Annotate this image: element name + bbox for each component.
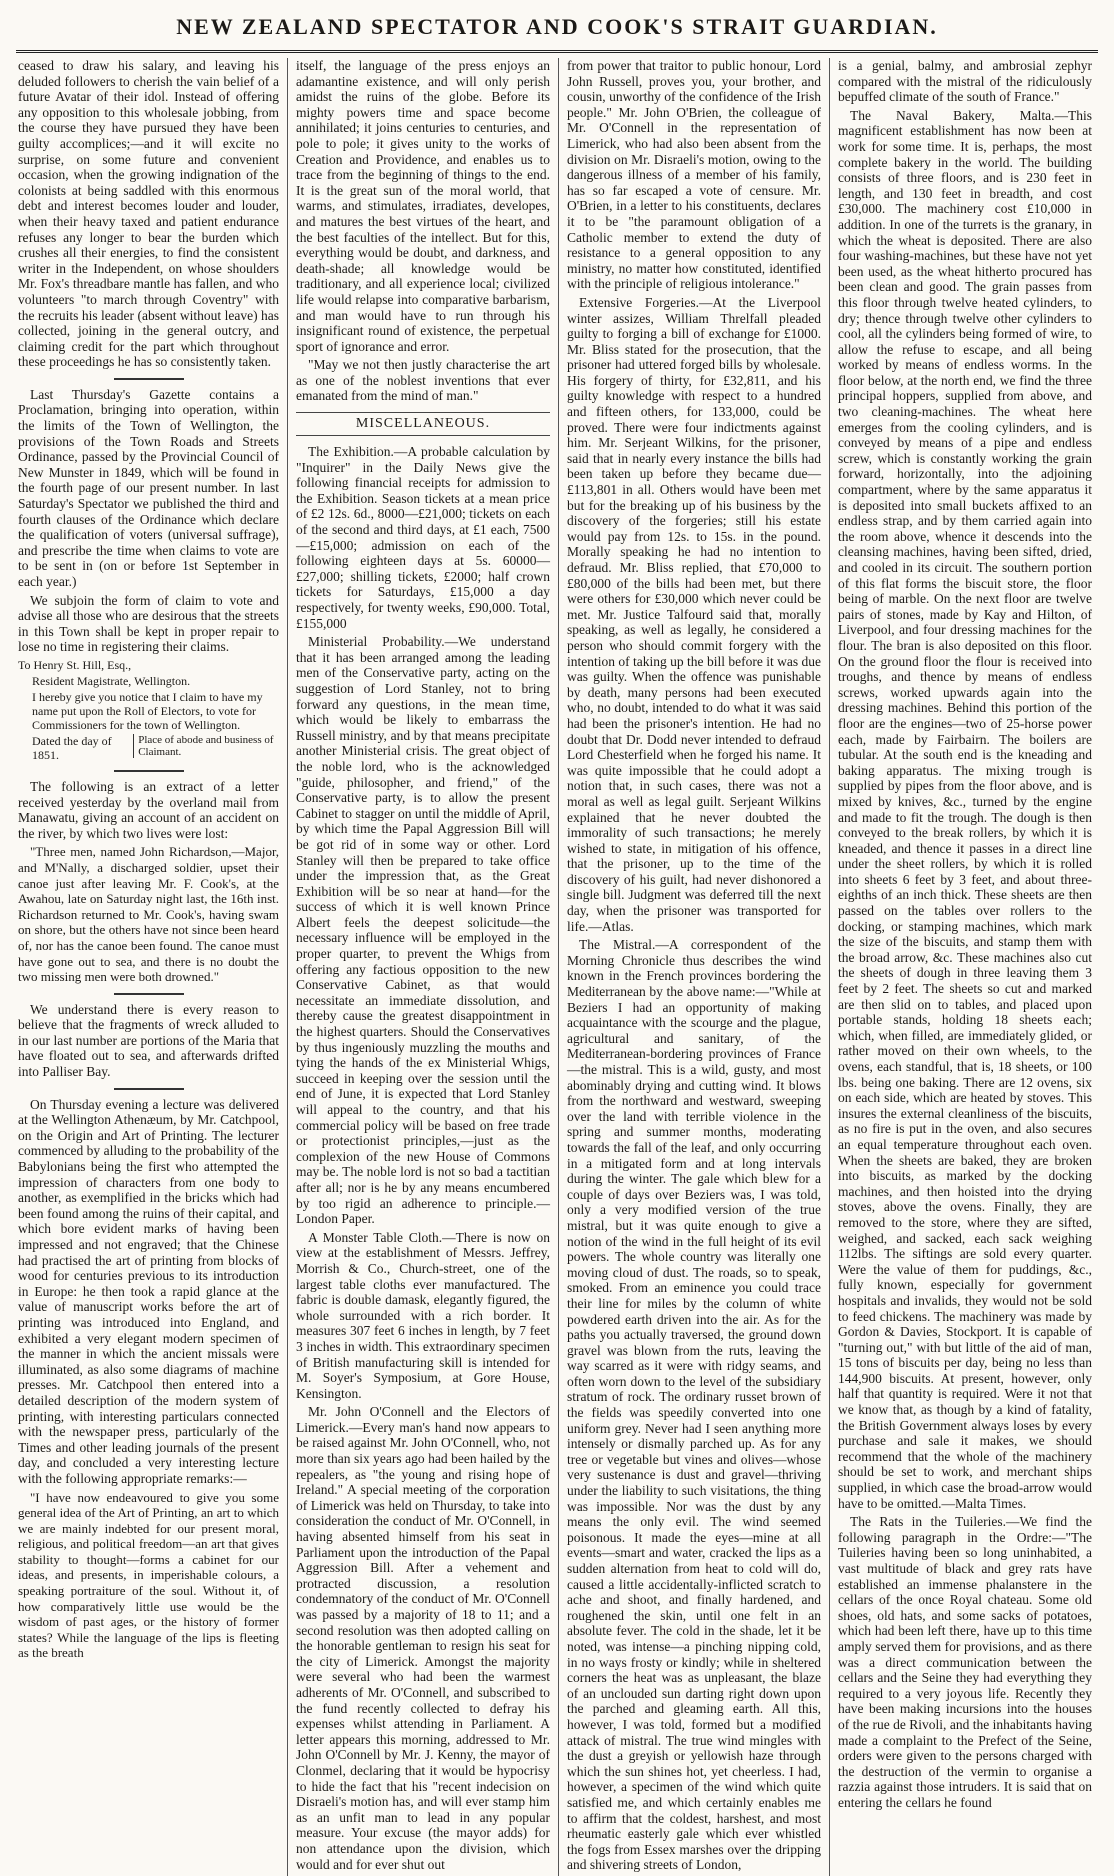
- form-body: I hereby give you notice that I claim to have my name put upon the Roll of Electors, to vote for Commissioners for the town of Wellington.: [32, 689, 263, 732]
- article-mistral-continued: is a genial, balmy, and ambrosial zephyr compared with the mistral of the ridiculously bepuffed climate of the south of France.": [838, 58, 1092, 105]
- article-rats: The Rats in the Tuileries.—We find the following paragraph in the Ordre:—"The Tuileries having been so long uninhabited, a vast multitude of black and grey rats have established an immense phalanstere in the cellars of the once Royal chateau. Some old shoes, old hats, and some sacks of potatoes, which had been left there, have up to this time amply served them for provisions, and as there was a direct communication between the cellars and the Seine they had everything they required to a very joyous life. Recently they have been making incursions into the houses of the rue de Rivoli, and the inhabitants having made a complaint to the Prefect of the Seine, orders were given to the persons charged with the destruction of the vermin to organise a razzia against those intruders. It is said that on entering the cellars he found: [838, 1514, 1092, 1810]
- article-lecture-closing: "May we not then justly characterise the art as one of the noblest inventions that ever emanated from the mind of man.": [296, 357, 550, 404]
- column-2: [287, 58, 558, 1876]
- column-1: [16, 58, 287, 1876]
- divider: [114, 1088, 184, 1090]
- section-heading: MISCELLANEOUS.: [296, 412, 550, 436]
- claim-form: [18, 658, 279, 762]
- article-forgeries: Extensive Forgeries.—At the Liverpool winter assizes, William Threlfall pleaded guilty to forging a bill of exchange for £1000. Mr. Bliss stated for the prosecution, that the prisoner had uttered forged bills by wholesale. His forgery of thirty, for £32,811, and his guilty knowledge with respect to a hundred and fifteen others, for 133,000, could be proved. There were four indictments against him. Mr. Serjeant Wilkins, for the prisoner, said that in nearly every instance the bills had been taken up before they became due—£113,801 in all. Others would have been met but for the breaking up of his business by the discovery of the forgeries; still his estate would pay from 12s. to 15s. in the pound. Morally speaking he had no intention to defraud. Mr. Bliss replied, that £70,000 to £80,000 of the bills had been met, but there were others for £30,000 which never could be met. Mr. Justice Talfourd said that, morally speaking, as well as legally, he considered a person who should commit forgery with the intention of taking up the bill before it was due was guilty. When the offence was punishable by death, many persons had been executed who, no doubt, intended to do what it was said had been the prisoner's intention. He had no doubt that Dr. Dodd never intended to defraud Lord Chesterfield when he forged his name. It was quite impossible that he could adopt a notion that, in such cases, there was not a moral as well as legal guilt. Serjeant Wilkins explained that he never doubted the immorality of such transactions; he merely wished to state, in mitigation of his offence, that the prisoner, up to the time of the discovery of his guilt, had never dishonored a single bill. Judgment was deferred till the next day, when the prisoner was transported for life.—Atlas.: [567, 294, 821, 934]
- form-footer: [18, 734, 279, 762]
- divider: [114, 993, 184, 995]
- columns: [16, 58, 1100, 1873]
- article-oconnell-continued: from power that traitor to public honour, Lord John Russell, proves you, your brother, and cousin, unworthy of the confidence of the Irish people." Mr. John O'Brien, the colleague of Mr. O'Connell in the representation of Limerick, who had also been absent from the division on Mr. Disraeli's motion, owing to the dangerous illness of a member of his family, has so far escaped a vote of censure. Mr. O'Brien, in a letter to his constituents, declares it to be "the paramount obligation of a Catholic member to extend the duty of resistance to a general opposition to any ministry, no matter how constituted, identified with the principle of religious intolerance.": [567, 58, 821, 292]
- divider: [114, 378, 184, 380]
- column-3: [558, 58, 829, 1876]
- article-ministerial: Ministerial Probability.—We understand that it has been arranged among the leading men of the Conservative party, acting on the suggestion of Lord Stanley, not to bring forward any questions, in the mean time, which would be likely to embarrass the Russell ministry, and by that means precipitate another Ministerial crisis. The great object of the noble lord, who is the acknowledged "guide, philosopher, and friend," of the Conservative party, is to allow the present Cabinet to stagger on until the middle of April, by which time the Papal Aggression Bill will be got rid of in some way or other. Lord Stanley will then be prepared to take office under the impression that, as the Great Exhibition will be so near at hand—for the success of which it is well known Prince Albert feels the deepest solicitude—the necessary influence will be employed in the proper quarter, to prevent the Whigs from offering any factious opposition to the new Conservative Cabinet, as that would necessitate an immediate dissolution, and thereby cause the greatest disappointment in the highest quarters. Should the Conservatives by thus ingeniously muzzling the mouths and tying the hands of the ex Ministerial Whigs, succeed in keeping over the session until the end of June, it is expected that Lord Stanley will appeal to the country, and that his commercial policy will be based on free trade or protectionist principles,—just as the complexion of the new House of Commons may be. The noble lord is not so bad a tactitian after all; nor is he by any means encumbered by too rigid an adherence to principle.—London Paper.: [296, 634, 550, 1227]
- newspaper-title: NEW ZEALAND SPECTATOR AND COOK'S STRAIT GUARDIAN.: [176, 14, 938, 39]
- article-table-cloth: A Monster Table Cloth.—There is now on view at the establishment of Messrs. Jeffrey, Morrish & Co., Church-street, one of the largest table cloths ever manufactured. The fabric is double damask, elegantly figured, the whole surrounded with a rich border. It measures 307 feet 6 inches in length, by 7 feet 3 inches in width. This extraordinary specimen of British manufacturing skill is intended for M. Soyer's Symposium, at Gore House, Kensington.: [296, 1229, 550, 1401]
- form-addressee: To Henry St. Hill, Esq.,: [18, 657, 132, 672]
- form-addressee-title: Resident Magistrate, Wellington.: [32, 673, 191, 688]
- article-lecture-continued: itself, the language of the press enjoys an adamantine existence, and will only perish amidst the ruins of the globe. Before its mighty powers time and space become annihilated; it joins centuries to centuries, and pole to pole; it gives unity to the works of Creation and Providence, and enables us to trace from the beginning of things to the end. It is the great sun of the moral world, that warms, and stimulates, irradiates, developes, and matures the best virtues of the heart, and the best faculties of the intellect. But for this, everything would be doubt, and darkness, and death-shade; all knowledge would be traditionary, and all experience local; civilized life would relapse into comparative barbarism, and man would have to run through his insignificant round of existence, the perpetual sport of ignorance and error.: [296, 58, 550, 354]
- column-4: [829, 58, 1100, 1876]
- masthead: [16, 10, 1098, 53]
- article-exhibition: The Exhibition.—A probable calculation by "Inquirer" in the Daily News give the following financial receipts for admission to the Exhibition. Season tickets at a mean price of £2 12s. 6d., 8000—£21,000; tickets on each of the second and third days, at £1 each, 7500—£15,000; admission on each of the following eighteen days at 5s. 60000—£27,000; shilling tickets, £2000; half crown tickets for Saturdays, £15,000 a day respectively, for twenty weeks, £90,000. Total, £155,000: [296, 444, 550, 631]
- article-lecture: On Thursday evening a lecture was delivered at the Wellington Athenæum, by Mr. Catchpool, on the Origin and Art of Printing. The lecturer commenced by alluding to the probability of the Babylonians being the first who attempted the impression of characters from one body to another, as exemplified in the bricks which had been found among the ruins of their capital, and which bore evident marks of having been impressed and not engraved; that the Chinese had practised the art of printing from blocks of wood for centuries previous to its introduction in Europe: he then took a rapid glance at the value of manuscript works before the art of printing was introduced into England, and exhibited a very elegant modern specimen of the manner in which the ancient missals were illuminated, as also some diagrams of machine presses. Mr. Catchpool then entered into a detailed description of the modern system of printing, with interesting particulars connected with the newspaper press, particularly of the Times and other leading journals of the present day, and concluded a very interesting lecture with the following appropriate remarks:—: [18, 1096, 279, 1486]
- article-mistral: The Mistral.—A correspondent of the Morning Chronicle thus describes the wind known in the French provinces bordering the Mediterranean by the above name:—"While at Beziers I had an opportunity of making acquaintance with the scourge and the plague, agricultural and sanitary, of the Mediterranean-bordering provinces of France—the mistral. This is a wild, gusty, and most abominably drying and cutting wind. It blows from the northward and westward, sweeping over the land with terrible violence in the spring and summer months, moderating towards the fall of the leaf, and only occurring in a mitigated form and at long intervals during the winter. The gale which blew for a couple of days over Beziers was, I was told, only a very modified version of the true mistral, but it was quite enough to give a notion of the wind in the full height of its evil powers. The whole country was literally one moving cloud of dust. The roads, so to speak, smoked. From an eminence you could trace their line for miles by the column of white powdered earth driven into the air. As for the paths you actually traversed, the ground down gravel was blown from the ruts, leaving the way scarred as it were with ridgy seams, and often worn down to the level of the subsidiary stratum of rock. The ordinary russet brown of the fields was speedily converted into one uniform grey. Never had I seen anything more intensely or dismally parched up. As for any tree or vegetable but vines and olives—whose very sustenance is dust and gravel—thriving under the liability to such visitations, the thing was impossible. Nor was the dust by any means the only evil. The wind seemed poisonous. It made the eyes—mine at all events—smart and water, cracked the lips as a sudden alternation from heat to cold will do, caused a little accidentally-inflicted scratch to ache and shoot, and finally hardened, and roughened the skin, until one felt in an absolute fever. The cold in the shade, let it be noted, was intense—a pinching nipping cold, in no ways frosty or kindly; while in sheltered corners the heat was as unpleasant, the blaze of an unclouded sun darting right down upon the parched and gleaming earth. All this, however, I was told, formed but a modified attack of mistral. The true wind mingles with the dust a greyish or yellowish haze through which the sun shines hot, yet cheerless. I had, however, a specimen of the wind which quite satisfied me, and which certainly enables me to affirm that the coldest, harshest, and most rheumatic easterly gale which ever whistled the fogs from Essex marshes over the dripping and shivering streets of London,: [567, 937, 821, 1873]
- article-lecture-quote: "I have now endeavoured to give you some general idea of the Art of Printing, an art to which we are mainly indebted for our present moral, religious, and political freedom—an art that gives stability to thought—forms a cabinet for our ideas, and presents, in imperishable colours, a speaking portraiture of the soul. Without it, of how comparatively little use would be the wisdom of past ages, or the history of former states? While the language of the lips is fleeting as the breath: [18, 1489, 279, 1661]
- form-dated: Dated the day of 1851.: [32, 733, 112, 762]
- article-naval-bakery: The Naval Bakery, Malta.—This magnificent establishment has now been at work for some time. It is, perhaps, the most complete bakery in the world. The building consists of three floors, and is 230 feet in length, and 130 feet in breadth, and cost £30,000. The machinery cost £10,000 in addition. In one of the turrets is the granary, in which the wheat is deposited. There are also four washing-machines, but these have not yet been used, as the wheat hitherto procured has been clean and good. The grain passes from this floor through twelve heated cylinders, to dry; thence through twelve other cylinders to cool, all the cylinders being formed of wire, to allow the refuse to escape, and all being worked by means of endless worms. In the floor below, at the north end, we find the three principal hoppers, supplied from above, and two cleaning-machines. The wheat here emerges from the cooling cylinders, and is conveyed by means of a pipe and endless screw, which is constantly working the grain forward, horizontally, into the adjoining compartment, where by the same apparatus it is deposited into small buckets affixed to an endless strap, and by them carried again into the room above, whence it descends into the cleansing machines, having been sifted, dried, and cooled in its circuit. The southern portion of this flat forms the biscuit store, the floor being of marble. On the next floor are twelve pairs of stones, made by Kay and Hilton, of Liverpool, and four dressing machines for the flour. The bran is also deposited on this floor. On the ground floor the flour is received into troughs, and thence by means of endless screws, worked upwards again into the dressing machines. Behind this portion of the floor are the engines—two of 25-horse power each, made by Fairbairn. The boilers are tubular. At the south end is the kneading and baking apparatus. The mixing trough is supplied by pipes from the floor above, and is mixed by knives, &c., turned by the engine and made to fit the trough. The dough is then conveyed to the break rollers, by which it is kneaded, and thence it passes in a direct line under the sheet rollers, by which it is rolled into sheets 6 feet by 3 feet, and about three-eighths of an inch thick. These sheets are then passed on the tables over rollers to the docking, or stamping machines, which mark the size of the biscuits, and stamp them with the broad arrow, &c. These machines also cut the sheets of dough in three leaving them 3 feet by 2 feet. The sheets so cut and marked are then slid on to tables, and placed upon portable stands, holding 18 sheets each; which, when filled, are immediately glided, or rather moved on their own wheels, to the ovens, each standful, that is, 18 sheets, or 100 lbs. being one baking. There are 12 ovens, six on each side, which are heated by stoves. This insures the external cleanliness of the biscuits, as no fire is put in the oven, and also secures an equal temperature throughout each oven. When the sheets are baked, they are broken into biscuits, as marked by the docking machines, and then hoisted into the drying stoves, above the ovens. Finally, they are removed to the store, where they are sifted, weighed, and sacked, each sack weighing 112lbs. The siftings are sold every quarter. Were the value of them for puddings, &c., fully known, especially for government hospitals and invalids, they would not be sold to feed chickens. The machinery was made by Gordon & Davies, Stockport. It is capable of "turning out," with but little of the aid of man, 15 tons of biscuits per day, being no less than 144,900 biscuits. At present, however, only half that quantity is required. Were it not that we know that, as though by a kind of fatality, the British Government always loses by every purchase and sale it makes, we should recommend that the whole of the machinery should be set to work, and merchant ships supplied, in which case the broad-arrow would have to be omitted.—Malta Times.: [838, 107, 1092, 1511]
- article-wreck: We understand there is every reason to believe that the fragments of wreck alluded to in our last number are portions of the Maria that have floated out to sea, and afterwards drifted into Palliser Bay.: [18, 1001, 279, 1080]
- form-place: Place of abode and business of Claimant.: [133, 734, 279, 758]
- article-claim-intro: We subjoin the form of claim to vote and advise all those who are desirous that the streets in this Town shall be kept in proper repair to lose no time in registering their claims.: [18, 592, 279, 655]
- divider: [114, 770, 184, 772]
- article-gazette: Last Thursday's Gazette contains a Proclamation, bringing into operation, within the limits of the Town of Wellington, the provisions of the Town Roads and Streets Ordinance, passed by the Provincial Council of New Munster in 1849, which will be found in the fourth page of our present number. In last Saturday's Spectator we published the third and fourth clauses of the Ordinance which declare the qualification of voters (universal suffrage), and prescribe the time when claims to vote are to be sent in (on or before 1st September in each year.): [18, 386, 279, 589]
- article-letter-quote: "Three men, named John Richardson,—Major, and M'Nally, a discharged soldier, upset their canoe just after leaving Mr. F. Cook's, at the Awahou, late on Saturday night last, the 16th inst. Richardson returned to Mr. Cook's, having swam on shore, but the others have not since been heard of, nor has the canoe been found. The canoe must have gone out to sea, and there is no doubt the two missing men were both drowned.": [18, 844, 279, 985]
- article-oconnell: Mr. John O'Connell and the Electors of Limerick.—Every man's hand now appears to be raised against Mr. John O'Connell, who, not more than six years ago had been hailed by the repealers, as "the young and rising hope of Ireland." A special meeting of the corporation of Limerick was held on Thursday, to take into consideration the conduct of Mr. O'Connell, in having absented himself from his seat in Parliament upon the introduction of the Papal Aggression Bill. After a vehement and protracted discussion, a resolution condemnatory of the conduct of Mr. O'Connell was passed by a majority of 18 to 11; and a second resolution was then adopted calling on the honorable gentleman to resign his seat for the city of Limerick. Amongst the majority were several who had been the warmest adherents of Mr. O'Connell, and subscribed to the fund recently collected to defray his expenses whilst attending in Parliament. A letter appears this morning, addressed to Mr. John O'Connell by Mr. J. Kenny, the mayor of Clonmel, declaring that it would be hypocrisy to hide the fact that his "recent indecision on Disraeli's motion has, and will ever stamp him as an unfit man to lead in any popular measure. Your excuse (the mayor adds) for non attendance upon the division, which would and for ever shut out: [296, 1404, 550, 1872]
- article-continuation: ceased to draw his salary, and leaving his deluded followers to cherish the vain belief of a future Avatar of their idol. Instead of offering any opposition to this wholesale jobbing, from the course they have pursued they have been guilty accomplices;—and it will excite no surprise, on some future and convenient occasion, when the growing indignation of the colonists at being saddled with this enormous debt and interest becomes louder and louder, when their heavy taxed and patient endurance refuses any longer to bear the burden which crushes all their energies, to find the consistent writer in the Independent, on whose shoulders Mr. Fox's threadbare mantle has fallen, and who volunteers "to march through Coventry" with the recruits his leader (absent without leave) has collected, joining in the general outcry, and claiming credit for the part which throughout these proceedings he has so consistently taken.: [18, 58, 279, 370]
- article-letter-intro: The following is an extract of a letter received yesterday by the overland mail from Manawatu, giving an account of an accident on the river, by which two lives were lost:: [18, 778, 279, 841]
